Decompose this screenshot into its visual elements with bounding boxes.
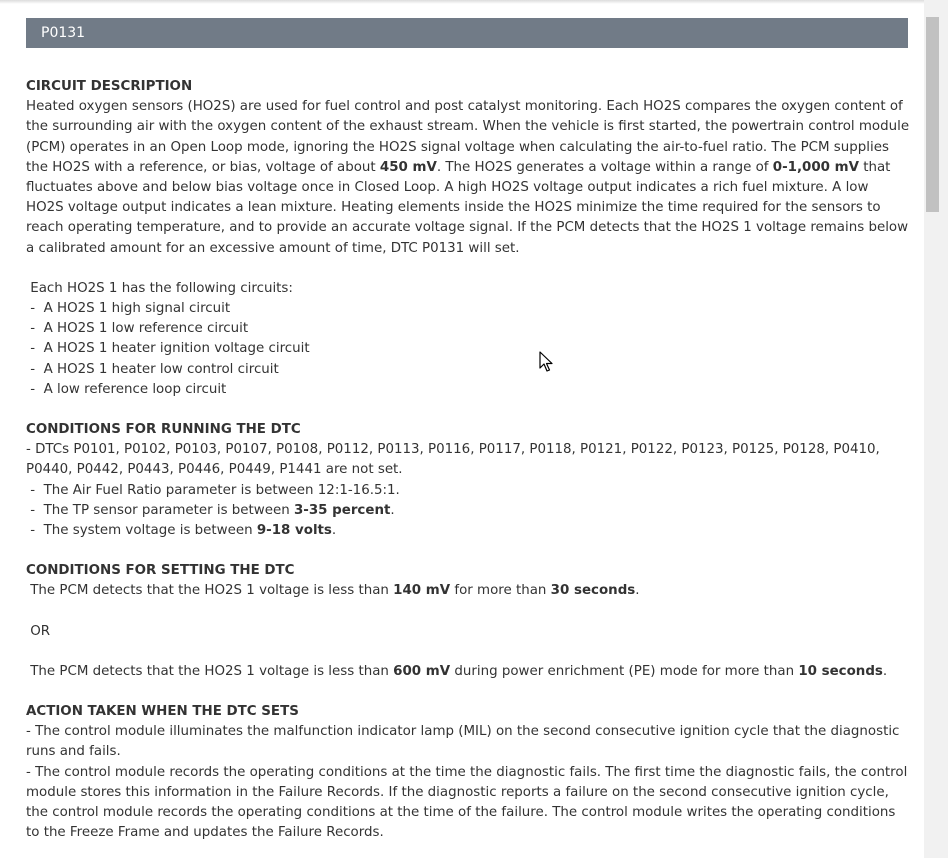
list-item: - The TP sensor parameter is between 3-35 percent. — [26, 502, 395, 518]
section-heading-running-conditions: CONDITIONS FOR RUNNING THE DTC — [26, 422, 301, 438]
list-item: - A low reference loop circuit — [26, 381, 227, 397]
list-item: - A HO2S 1 heater low control circuit — [26, 361, 279, 377]
list-item: - A HO2S 1 low reference circuit — [26, 321, 249, 337]
top-shadow — [0, 0, 924, 4]
circuit-description-text: Heated oxygen sensors (HO2S) are used for fuel control and post catalyst monitoring. Each HO2S compares the oxygen content of the surrounding air with the oxygen content of the exhaust stream. When the vehicle is first started, the powertrain control module (PCM) operates in an Open Loop mode, ignoring the HO2S signal voltage when calculating the air-to-fuel ratio. The PCM supplies the HO2S with a reference, or bias, voltage of about 450 mV. The HO2S generates a voltage within a range of 0-1,000 mV that fluctuates above and below bias voltage once in Closed Loop. A high HO2S voltage output indicates a rich fuel mixture. A low HO2S voltage output indicates a lean mixture. Heating elements inside the HO2S minimize the time required for the sensors to reach operating temperature, and to provide an accurate voltage signal. If the PCM detects that the HO2S 1 voltage remains below a calibrated amount for an excessive amount of time, DTC P0131 will set. — [26, 99, 910, 256]
list-item: - The control module illuminates the malfunction indicator lamp (MIL) on the second consecutive ignition cycle that the diagnostic runs and fails. — [26, 724, 900, 760]
mouse-cursor-icon — [539, 351, 553, 373]
list-item: - A HO2S 1 heater ignition voltage circuit — [26, 341, 310, 357]
circuits-intro: Each HO2S 1 has the following circuits: — [26, 280, 293, 296]
page-title: P0131 — [26, 18, 908, 48]
section-heading-circuit-description: CIRCUIT DESCRIPTION — [26, 79, 193, 94]
document-body — [26, 77, 910, 844]
scrollbar-thumb[interactable] — [926, 17, 939, 212]
setting-condition-2: The PCM detects that the HO2S 1 voltage is less than 600 mV during power enrichment (PE) mode for more than 10 seconds. — [26, 663, 888, 679]
list-item: - The control module records the operating conditions at the time the diagnostic fails. The first time the diagnostic fails, the control module stores this information in the Failure Records. If the diagnostic reports a failure on the second consecutive ignition cycle, the control module records the operating conditions at the time of the failure. The control module writes the operating conditions to the Freeze Frame and updates the Failure Records. — [26, 764, 908, 841]
or-separator: OR — [26, 623, 51, 639]
list-item: - The system voltage is between 9-18 volts. — [26, 523, 337, 539]
list-item: - The Air Fuel Ratio parameter is between 12:1-16.5:1. — [26, 482, 400, 498]
list-item: - DTCs P0101, P0102, P0103, P0107, P0108, P0112, P0113, P0116, P0117, P0118, P0121, P0122, P0123, P0125, P0128, P0410, P0440, P0442, P0443, P0446, P0449, P1441 are not set. — [26, 442, 880, 478]
section-heading-setting-conditions: CONDITIONS FOR SETTING THE DTC — [26, 563, 295, 579]
list-item: - A HO2S 1 high signal circuit — [26, 301, 231, 317]
section-heading-action-taken: ACTION TAKEN WHEN THE DTC SETS — [26, 704, 299, 720]
setting-condition-1: The PCM detects that the HO2S 1 voltage is less than 140 mV for more than 30 seconds. — [26, 583, 640, 599]
